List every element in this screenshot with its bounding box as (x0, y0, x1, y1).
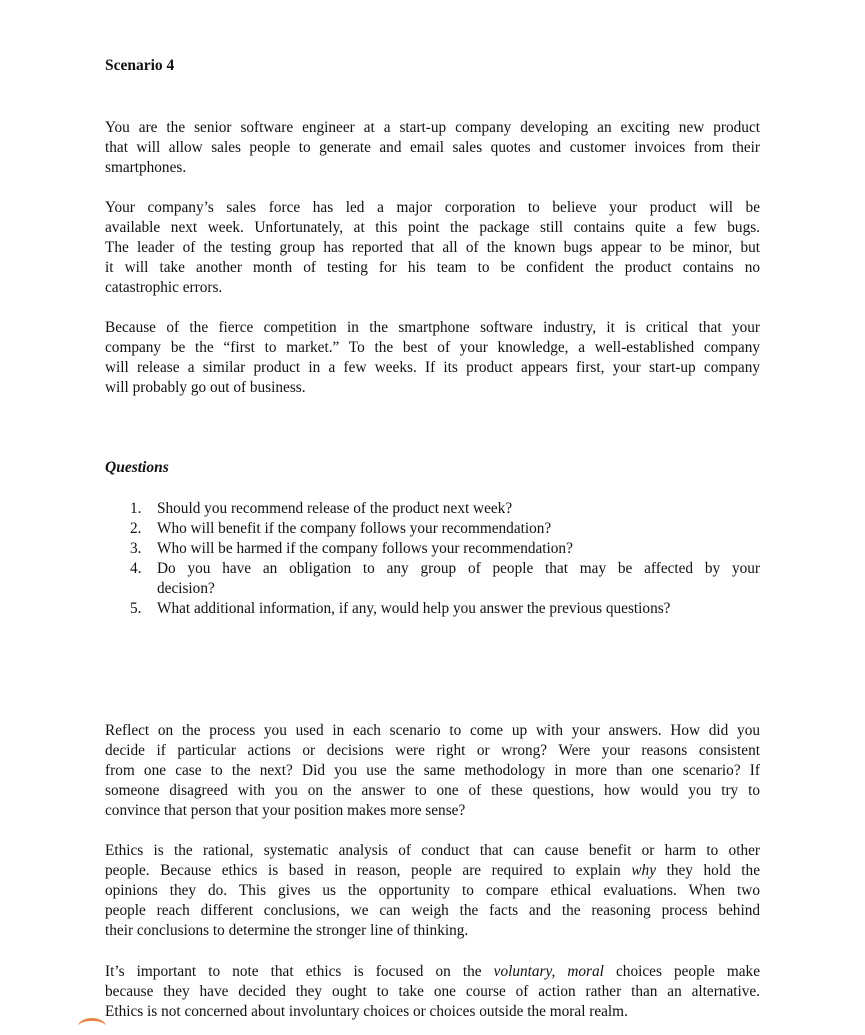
emphasis-text: why (631, 862, 656, 879)
text-line: Reflect on the process you used in each scenario to come up with your answers. How did you (105, 722, 760, 739)
text-line: that will allow sales people to generate and email sales quotes and customer invoices from their (105, 139, 760, 156)
text-line: decision? (157, 580, 215, 597)
text-line: Who will benefit if the company follows your recommendation? (157, 520, 552, 537)
question-number: 5. (130, 600, 142, 617)
text-line: Ethics is not concerned about involuntary choices or choices outside the moral realm. (105, 1003, 628, 1020)
scenario-paragraph (105, 198, 760, 298)
question-text (157, 599, 760, 619)
text-line: will probably go out of business. (105, 379, 306, 396)
question-number: 2. (130, 520, 142, 537)
reflection-paragraph (105, 962, 760, 1022)
text-line: The leader of the testing group has reported that all of the known bugs appear to be minor, but (105, 239, 760, 256)
questions-heading: Questions (105, 459, 169, 476)
question-item (130, 499, 760, 519)
text-line: Who will be harmed if the company follows your recommendation? (157, 540, 573, 557)
question-text (157, 539, 760, 559)
text-line: people reach different conclusions, we can weigh the facts and the reasoning process behind (105, 902, 760, 919)
text-line: Should you recommend release of the product next week? (157, 500, 513, 517)
text-line: decide if particular actions or decisions were right or wrong? Were your reasons consistent (105, 742, 760, 759)
scenario-paragraph (105, 318, 760, 398)
text-line: What additional information, if any, would help you answer the previous questions? (157, 600, 671, 617)
text-line: available next week. Unfortunately, at this point the package still contains quite a few bugs. (105, 219, 760, 236)
questions-list (130, 499, 760, 619)
reflection-paragraph (105, 841, 760, 941)
text-line: people. Because ethics is based in reason, people are required to explain why they hold the (105, 862, 760, 879)
orange-mark-decoration (78, 1018, 106, 1035)
text-line: It’s important to note that ethics is focused on the voluntary, moral choices people make (105, 963, 760, 980)
text-line: catastrophic errors. (105, 279, 223, 296)
question-text (157, 559, 760, 599)
question-item (130, 519, 760, 539)
page-title: Scenario 4 (105, 57, 175, 74)
text-line: Ethics is the rational, systematic analysis of conduct that can cause benefit or harm to other (105, 842, 760, 859)
text-line: their conclusions to determine the stronger line of thinking. (105, 922, 469, 939)
question-text (157, 499, 760, 519)
text-line: Your company’s sales force has led a major corporation to believe your product will be (105, 199, 760, 216)
emphasis-text: voluntary, moral (493, 963, 604, 980)
text-line: You are the senior software engineer at a start-up company developing an exciting new product (105, 119, 760, 136)
text-line: Do you have an obligation to any group of people that may be affected by your (157, 560, 760, 577)
text-line: it will take another month of testing for his team to be confident the product contains no (105, 259, 760, 276)
question-item (130, 539, 760, 559)
question-number: 1. (130, 500, 142, 517)
question-number: 3. (130, 540, 142, 557)
question-number: 4. (130, 560, 142, 577)
text-line: opinions they do. This gives us the opportunity to compare ethical evaluations. When two (105, 882, 760, 899)
question-item (130, 599, 760, 619)
text-line: someone disagreed with you on the answer to one of these questions, how would you try to (105, 782, 760, 799)
text-line: because they have decided they ought to take one course of action rather than an alternative. (105, 983, 760, 1000)
text-line: smartphones. (105, 159, 187, 176)
scenario-paragraph (105, 118, 760, 178)
text-line: from one case to the next? Did you use the same methodology in more than one scenario? If (105, 762, 760, 779)
text-line: company be the “first to market.” To the best of your knowledge, a well-established company (105, 339, 760, 356)
text-line: convince that person that your position makes more sense? (105, 802, 466, 819)
text-line: Because of the fierce competition in the smartphone software industry, it is critical that your (105, 319, 760, 336)
reflection-paragraph (105, 721, 760, 821)
text-line: will release a similar product in a few weeks. If its product appears first, your start-up company (105, 359, 760, 376)
question-text (157, 519, 760, 539)
question-item (130, 559, 760, 599)
